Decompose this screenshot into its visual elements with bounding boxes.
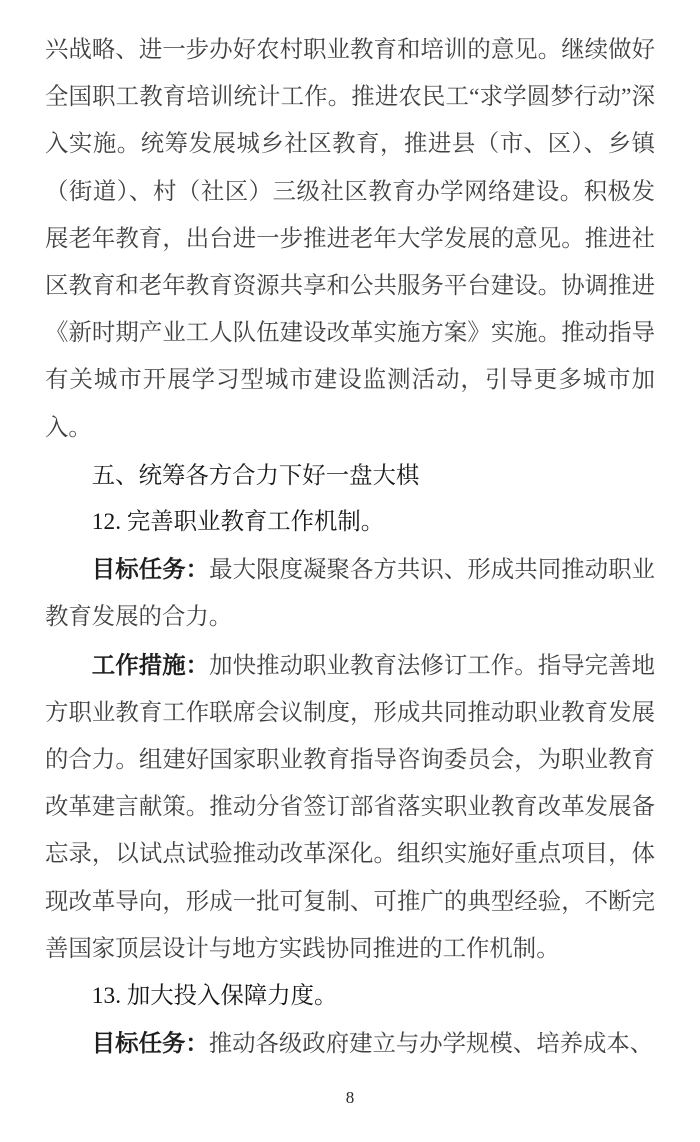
paragraph-label-goal-12: 目标任务： (91, 556, 210, 583)
paragraph-measures-12 (45, 642, 655, 973)
paragraph-label-measures-12: 工作措施： (91, 651, 210, 678)
item-heading-12: 12. 完善职业教育工作机制。 (91, 509, 385, 536)
paragraph-goal-13 (45, 1020, 655, 1068)
paragraph-text-goal-12: 最大限度凝聚各方共识、形成共同推动职业教育发展的合力。 (45, 557, 656, 631)
paragraph-text-goal-13: 推动各级政府建立与办学规模、培养成本、 (208, 1031, 654, 1058)
paragraph-label-goal-13: 目标任务： (91, 1030, 209, 1057)
paragraph-goal-12 (45, 546, 655, 641)
paragraph-text-measures-12: 加快推动职业教育法修订工作。指导完善地方职业教育工作联席会议制度，形成共同推动职业教育发展的合力。组建好国家职业教育指导咨询委员会，为职业教育改革建言献策。推动分省签订部省落实职业教育改革发展备忘录，以试点试验推动改革深化。组织实施好重点项目，体现改革导向，形成一批可复制、可推广的典型经验，不断完善国家顶层设计与地方实践协同推进的工作机制。 (45, 652, 656, 962)
page-content (45, 27, 655, 1068)
section-heading-5: 五、统筹各方合力下好一盘大棋 (91, 461, 420, 488)
paragraph-continuation: 兴战略、进一步办好农村职业教育和培训的意见。继续做好全国职工教育培训统计工作。推进农民工“求学圆梦行动”深入实施。统筹发展城乡社区教育，推进县（市、区）、乡镇（街道）、村（社区）三级社区教育办学网络建设。积极发展老年教育，出台进一步推进老年大学发展的意见。推进社区教育和老年教育资源共享和公共服务平台建设。协调推进《新时期产业工人队伍建设改革实施方案》实施。推动指导有关城市开展学习型城市建设监测活动，引导更多城市加入。 (45, 37, 655, 441)
item-heading-13: 13. 加大投入保障力度。 (91, 983, 338, 1010)
page-number: 8 (345, 1088, 355, 1107)
